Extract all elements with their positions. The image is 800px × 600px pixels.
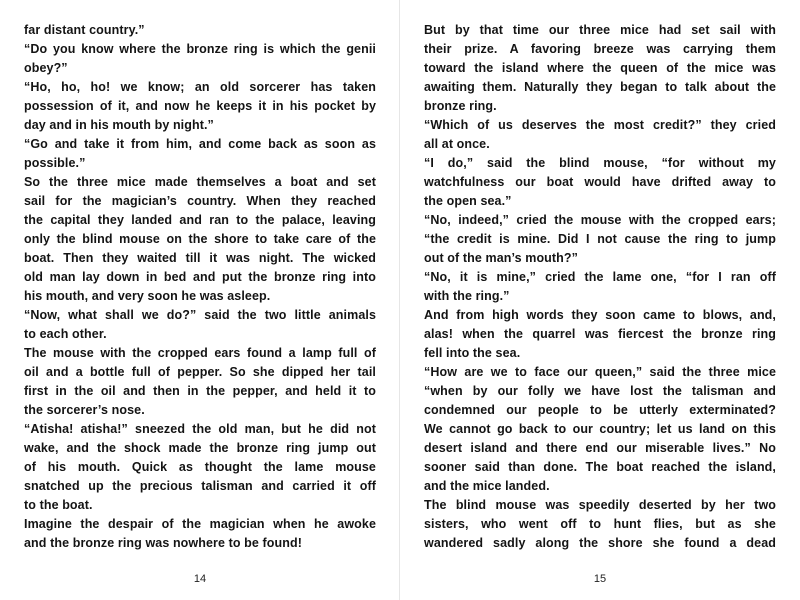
paragraph xyxy=(424,154,776,211)
paragraph xyxy=(424,116,776,154)
paragraph xyxy=(24,173,376,306)
left-page-number: 14 xyxy=(193,573,207,585)
text-line: the open sea.” xyxy=(424,194,512,208)
text-line: to each other. xyxy=(24,327,107,341)
text-line: the sorcerer’s nose. xyxy=(24,403,145,417)
text-line: with the ring.” xyxy=(424,289,510,303)
text-line: the capital they landed and ran to the palace, leaving xyxy=(24,213,376,227)
text-line: all at once. xyxy=(424,137,490,151)
right-page-text xyxy=(424,21,776,553)
text-line: “Go and take it from him, and come back as soon as xyxy=(24,137,376,151)
paragraph xyxy=(424,306,776,363)
text-line: of his mouth. Quick as thought the lame mouse xyxy=(24,460,376,474)
text-line: “Which of us deserves the most credit?” they cried xyxy=(424,118,776,132)
text-line: “I do,” said the blind mouse, “for without my xyxy=(424,156,776,170)
text-line: “when by our folly we have lost the talisman and xyxy=(424,384,776,398)
paragraph xyxy=(24,135,376,173)
text-line: The blind mouse was speedily deserted by her two xyxy=(424,498,776,512)
text-line: wandered sadly along the shore she found a dead xyxy=(424,536,776,550)
paragraph xyxy=(24,306,376,344)
text-line: We cannot go back to our country; let us land on this xyxy=(424,422,776,436)
paragraph xyxy=(24,420,376,515)
text-line: possible.” xyxy=(24,156,86,170)
right-page xyxy=(400,0,800,600)
text-line: sail for the magician’s country. When they reached xyxy=(24,194,376,208)
text-line: day and in his mouth by night.” xyxy=(24,118,214,132)
text-line: old man lay down in bed and put the bronze ring into xyxy=(24,270,376,284)
text-line: sooner said than done. The boat reached the island, xyxy=(424,460,776,474)
text-line: out of the man’s mouth?” xyxy=(424,251,579,265)
text-line: sisters, who went off to hunt flies, but as she xyxy=(424,517,776,531)
text-line: desert island and there end our miserable lives.” No xyxy=(424,441,776,455)
left-page-text xyxy=(24,21,376,553)
text-line: “Now, what shall we do?” said the two little animals xyxy=(24,308,376,322)
text-line: boat. Then they waited till it was night. The wicked xyxy=(24,251,376,265)
text-line: And from high words they soon came to blows, and, xyxy=(424,308,776,322)
paragraph xyxy=(424,496,776,553)
paragraph xyxy=(424,363,776,496)
text-line: snatched up the precious talisman and carried it off xyxy=(24,479,376,493)
text-line: “How are we to face our queen,” said the three mice xyxy=(424,365,776,379)
text-line: alas! when the quarrel was fiercest the bronze ring xyxy=(424,327,776,341)
text-line: So the three mice made themselves a boat and set xyxy=(24,175,376,189)
text-line: condemned our people to be utterly exterminated? xyxy=(424,403,776,417)
text-line: The mouse with the cropped ears found a lamp full of xyxy=(24,346,376,360)
text-line: first in the oil and then in the pepper, and held it to xyxy=(24,384,376,398)
text-line: “the credit is mine. Did I not cause the ring to jump xyxy=(424,232,776,246)
text-line: only the blind mouse on the shore to take care of the xyxy=(24,232,376,246)
text-line: awaiting them. Naturally they began to talk about the xyxy=(424,80,776,94)
text-line: far distant country.” xyxy=(24,23,145,37)
text-line: possession of it, and now he keeps it in his pocket by xyxy=(24,99,376,113)
text-line: watchfulness our boat would have drifted away to xyxy=(424,175,776,189)
text-line: oil and a bottle full of pepper. So she dipped her tail xyxy=(24,365,376,379)
paragraph xyxy=(24,515,376,553)
text-line: “No, it is mine,” cried the lame one, “for I ran off xyxy=(424,270,776,284)
text-line: “No, indeed,” cried the mouse with the cropped ears; xyxy=(424,213,776,227)
text-line: obey?” xyxy=(24,61,68,75)
text-line: their prize. A favoring breeze was carrying them xyxy=(424,42,776,56)
paragraph xyxy=(24,21,376,40)
paragraph xyxy=(424,268,776,306)
text-line: bronze ring. xyxy=(424,99,497,113)
paragraph xyxy=(424,211,776,268)
paragraph xyxy=(24,40,376,78)
text-line: “Do you know where the bronze ring is which the genii xyxy=(24,42,376,56)
text-line: “Ho, ho, ho! we know; an old sorcerer has taken xyxy=(24,80,376,94)
right-page-number: 15 xyxy=(593,573,607,585)
paragraph xyxy=(24,344,376,420)
text-line: But by that time our three mice had set sail with xyxy=(424,23,776,37)
text-line: his mouth, and very soon he was asleep. xyxy=(24,289,271,303)
text-line: and the mice landed. xyxy=(424,479,550,493)
paragraph xyxy=(24,78,376,135)
text-line: to the boat. xyxy=(24,498,93,512)
text-line: “Atisha! atisha!” sneezed the old man, but he did not xyxy=(24,422,376,436)
text-line: fell into the sea. xyxy=(424,346,521,360)
paragraph xyxy=(424,21,776,116)
text-line: Imagine the despair of the magician when he awoke xyxy=(24,517,376,531)
text-line: wake, and the shock made the bronze ring jump out xyxy=(24,441,376,455)
text-line: toward the island where the queen of the mice was xyxy=(424,61,776,75)
text-line: and the bronze ring was nowhere to be found! xyxy=(24,536,303,550)
